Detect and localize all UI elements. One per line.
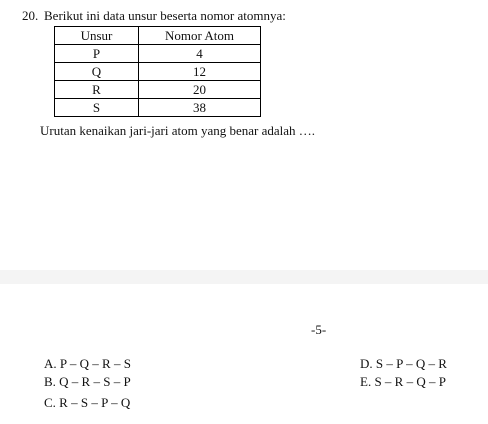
cell-unsur: Q	[55, 63, 139, 81]
question-number: 20.	[22, 8, 39, 23]
cell-nomor-atom: 12	[139, 63, 261, 81]
table-header-row	[55, 27, 261, 45]
table-row	[55, 45, 261, 63]
option-a[interactable]: A. P – Q – R – S	[44, 356, 131, 371]
option-c[interactable]: C. R – S – P – Q	[44, 395, 131, 410]
table-row	[55, 81, 261, 99]
page-separator	[0, 270, 488, 284]
question-instruction: Urutan kenaikan jari-jari atom yang benar adalah ….	[40, 123, 316, 138]
header-nomor-atom: Nomor Atom	[139, 27, 261, 45]
page-number: -5-	[311, 322, 327, 337]
cell-unsur: R	[55, 81, 139, 99]
element-table	[54, 26, 261, 117]
cell-nomor-atom: 20	[139, 81, 261, 99]
cell-unsur: P	[55, 45, 139, 63]
option-e[interactable]: E. S – R – Q – P	[360, 374, 446, 389]
cell-nomor-atom: 38	[139, 99, 261, 117]
question-text: Berikut ini data unsur beserta nomor atomnya:	[44, 8, 286, 23]
cell-nomor-atom: 4	[139, 45, 261, 63]
option-d[interactable]: D. S – P – Q – R	[360, 356, 447, 371]
table-row	[55, 99, 261, 117]
header-unsur: Unsur	[55, 27, 139, 45]
cell-unsur: S	[55, 99, 139, 117]
table-row	[55, 63, 261, 81]
option-b[interactable]: B. Q – R – S – P	[44, 374, 131, 389]
